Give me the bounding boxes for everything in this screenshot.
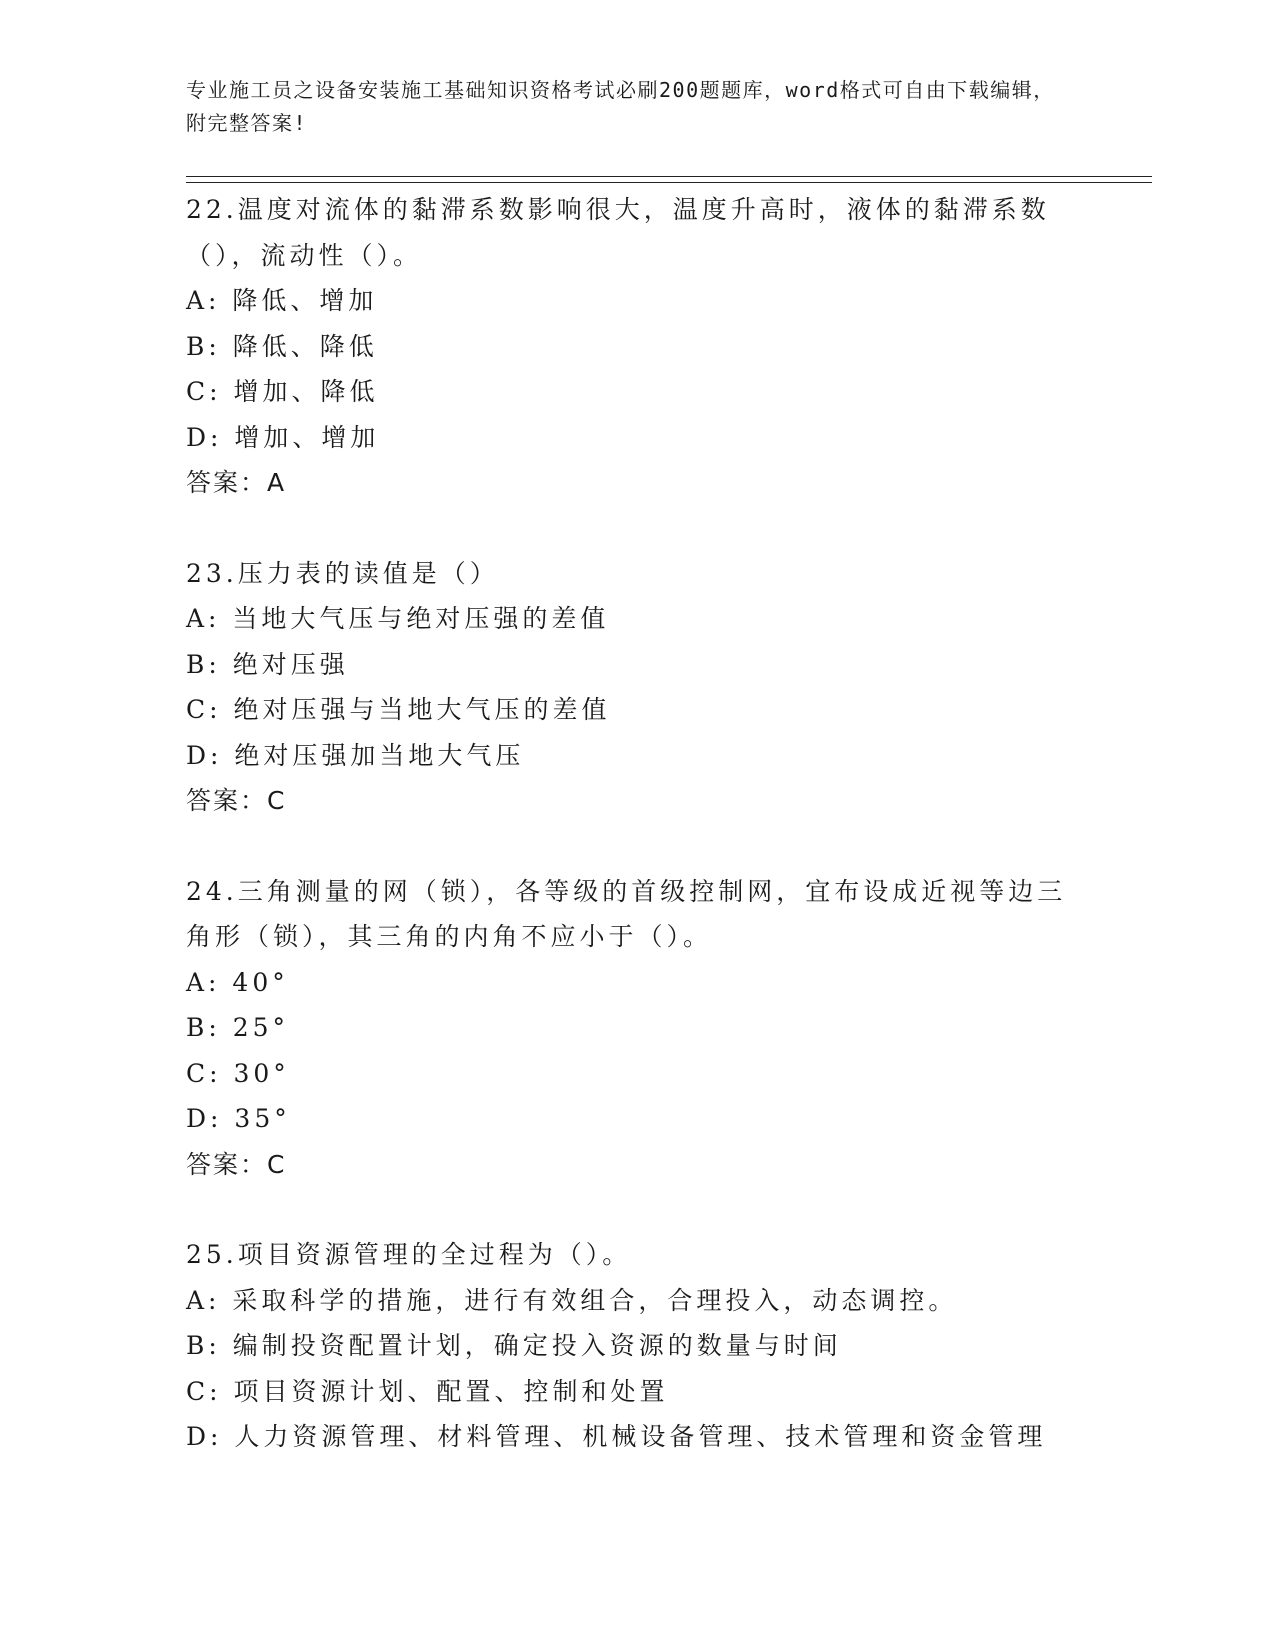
question-text: 25.项目资源管理的全过程为（）。 bbox=[186, 1240, 632, 1269]
option-c: C: 绝对压强与当地大气压的差值 bbox=[186, 695, 611, 724]
answer: 答案：A bbox=[186, 468, 287, 497]
answer: 答案：C bbox=[186, 1149, 287, 1179]
question-text: 23.压力表的读值是（） bbox=[186, 558, 499, 588]
header-divider-bottom bbox=[186, 182, 1152, 183]
header-divider-top bbox=[186, 176, 1152, 177]
option-a: A: 40° bbox=[186, 967, 289, 997]
option-a: A: 采取科学的措施，进行有效组合，合理投入，动态调控。 bbox=[186, 1285, 958, 1315]
option-d: D: 绝对压强加当地大气压 bbox=[186, 740, 525, 770]
option-d: D: 35° bbox=[186, 1104, 291, 1133]
question-23 bbox=[186, 551, 1086, 824]
question-25 bbox=[186, 1232, 1086, 1460]
question-text: 22.温度对流体的黏滞系数影响很大，温度升高时，液体的黏滞系数（），流动性（）。 bbox=[186, 195, 1050, 270]
question-text: 24.三角测量的网（锁），各等级的首级控制网，宜布设成近视等边三角形（锁），其三角的内角不应小于（）。 bbox=[186, 876, 1067, 951]
option-c: C: 项目资源计划、配置、控制和处置 bbox=[186, 1376, 669, 1406]
option-d: D: 人力资源管理、材料管理、机械设备管理、技术管理和资金管理 bbox=[186, 1422, 1047, 1451]
option-a: A: 降低、增加 bbox=[186, 286, 378, 315]
document-header: 专业施工员之设备安装施工基础知识资格考试必刷200题题库，word格式可自由下载编辑，附完整答案! bbox=[186, 78, 1055, 135]
question-list bbox=[186, 187, 1086, 1505]
option-b: B: 25° bbox=[186, 1013, 290, 1042]
question-24 bbox=[186, 869, 1086, 1188]
question-22 bbox=[186, 187, 1086, 506]
answer: 答案：C bbox=[186, 786, 287, 815]
option-d: D: 增加、增加 bbox=[186, 422, 380, 452]
option-b: B: 编制投资配置计划，确定投入资源的数量与时间 bbox=[186, 1331, 842, 1360]
option-b: B: 降低、降低 bbox=[186, 331, 378, 361]
option-c: C: 增加、降低 bbox=[186, 377, 379, 406]
option-b: B: 绝对压强 bbox=[186, 649, 349, 679]
option-a: A: 当地大气压与绝对压强的差值 bbox=[186, 604, 610, 633]
option-c: C: 30° bbox=[186, 1058, 290, 1088]
